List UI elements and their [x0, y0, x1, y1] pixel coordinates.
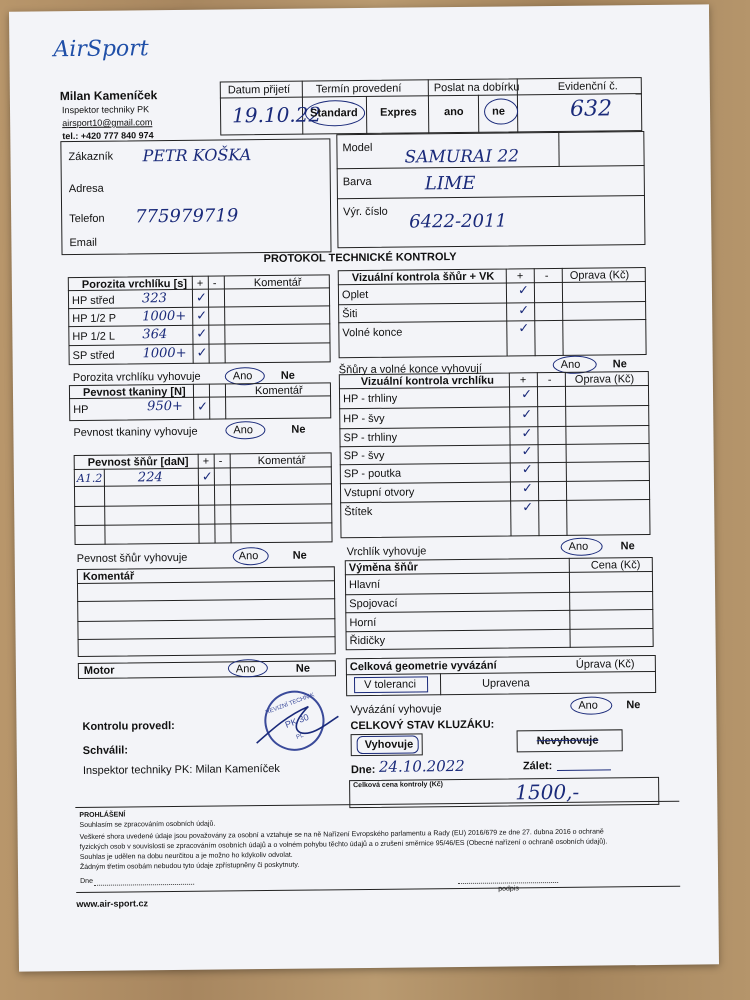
check-mark-icon: ✓ — [522, 500, 534, 516]
motor-ano: Ano — [235, 663, 256, 676]
vizualni-snur-ano: Ano — [560, 358, 581, 371]
snur-verdict-label: Pevnost šňůr vyhovuje — [76, 551, 188, 566]
check-mark-icon: ✓ — [521, 426, 533, 442]
vizualni-snur-row: Oplet — [341, 288, 369, 302]
barva-value: LIME — [424, 172, 476, 195]
porozita-row-value: 1000+ — [142, 345, 187, 362]
tkaniny-komentar: Komentář — [254, 384, 303, 398]
snur-ano: Ano — [238, 550, 259, 563]
protocol-title: PROTOKOL TECHNICKÉ KONTROLY — [263, 251, 457, 266]
inspector-phone: tel.: +420 777 840 974 — [62, 130, 154, 142]
check-mark-icon: ✓ — [521, 444, 533, 460]
adresa-label: Adresa — [68, 182, 104, 196]
check-mark-icon: ✓ — [196, 345, 208, 361]
inspector-signature — [252, 698, 343, 749]
tkaniny-row-label: HP — [73, 403, 89, 417]
stamp-middle-text: PK 30 — [283, 711, 311, 730]
termin-expres: Expres — [380, 106, 417, 119]
prohlaseni-title: PROHLÁŠENÍ — [79, 811, 126, 819]
vizualni-vrchliku-row: SP - trhliny — [343, 431, 398, 445]
vizualni-vrchliku-row: SP - švy — [343, 449, 385, 463]
check-mark-icon: ✓ — [521, 462, 533, 478]
geometrie-header: Celková geometrie vyvázání — [349, 659, 497, 674]
vrchlik-verdict-label: Vrchlík vyhovuje — [346, 545, 427, 559]
porozita-plus: + — [196, 277, 204, 290]
porozita-ano: Ano — [232, 370, 253, 383]
col-evid-header: Evidenční č. — [557, 80, 618, 93]
snur-row-value: 224 — [137, 470, 163, 486]
nevyhovuje-option: Nevyhovuje — [536, 734, 599, 748]
inspection-form-sheet — [9, 4, 719, 971]
porozita-komentar: Komentář — [253, 276, 302, 290]
inspector-role: Inspektor techniky PK — [61, 104, 150, 116]
vizualni-vrchliku-row: SP - poutka — [343, 467, 402, 481]
col-datum-header: Datum přijetí — [227, 83, 291, 97]
vyvazani-verdict-label: Vyvázání vyhovuje — [350, 703, 442, 717]
snur-row-label: A1.2 — [76, 471, 103, 486]
cena-value: 1500,- — [515, 779, 580, 805]
vyvazani-ano: Ano — [578, 699, 598, 712]
geometrie-v-tolerance: V toleranci — [364, 678, 417, 692]
porozita-row-value: 323 — [141, 291, 167, 307]
zalet-blank — [557, 769, 611, 771]
vizualni-snur-header: Vizuální kontrola šňůr + VK — [351, 270, 495, 285]
vizualni-snur-minus: - — [544, 270, 549, 283]
snur-komentar: Komentář — [257, 454, 306, 468]
porozita-header: Porozita vrchlíku [s] — [81, 277, 188, 291]
stamp-bottom-text: PL — [295, 732, 305, 741]
check-mark-icon: ✓ — [201, 469, 213, 485]
vizualni-snur-row: Volné konce — [342, 326, 403, 340]
check-mark-icon: ✓ — [518, 321, 530, 337]
geometrie-upravena: Upravena — [481, 677, 530, 690]
model-label: Model — [342, 141, 373, 155]
airsport-logo: AirSport — [53, 36, 149, 63]
inspector-email: airsport10@gmail.com — [62, 117, 153, 129]
zakaznik-value: PETR KOŠKA — [142, 145, 252, 166]
telefon-label: Telefon — [69, 212, 105, 226]
dobirka-ne: ne — [492, 105, 505, 118]
snur-plus: + — [202, 455, 210, 468]
termin-standard: Standard — [310, 107, 358, 120]
vizualni-vrchliku-header: Vizuální kontrola vrchlíku — [360, 374, 495, 389]
zakaznik-label: Zákazník — [68, 150, 114, 164]
zalet-label: Zálet: — [522, 760, 553, 773]
datum-value: 19.10.22 — [231, 102, 322, 128]
inspektor-line: Inspektor techniky PK: Milan Kameníček — [82, 762, 280, 777]
porozita-row-value: 364 — [142, 327, 168, 343]
vyr-label: Výr. číslo — [343, 205, 388, 219]
vizualni-vrchliku-plus: + — [519, 374, 527, 387]
dobirka-ano: ano — [444, 105, 464, 119]
tkaniny-ne: Ne — [291, 423, 306, 436]
snur-ne: Ne — [292, 549, 307, 562]
porozita-ne: Ne — [280, 369, 295, 382]
evid-value: 632 — [569, 96, 613, 122]
col-termin-header: Termín provedení — [315, 82, 402, 96]
porozita-minus: - — [212, 277, 217, 290]
model-value: SAMURAI 22 — [404, 146, 520, 168]
vymena-cena: Cena (Kč) — [590, 559, 641, 572]
tkaniny-header: Pevnost tkaniny [N] — [82, 385, 186, 399]
prohlaseni-line: Žádným třetím osobám nebudou tyto údaje zpřístupněny či poskytnuty. — [79, 861, 300, 871]
vrchlik-ne: Ne — [620, 540, 635, 553]
check-mark-icon: ✓ — [195, 290, 207, 306]
prohlaseni-line: Souhlas je udělen na dobu neurčitou a je možno ho kdykoliv odvolat. — [79, 851, 293, 861]
telefon-value: 775979719 — [135, 205, 239, 228]
vymena-header: Výměna šňůr — [348, 561, 418, 575]
motor-label: Motor — [83, 664, 115, 677]
tkaniny-row-value: 950+ — [147, 398, 183, 415]
prohlaseni-line: Veškeré shora uvedené údaje jsou považovány za osobní a vztahuje se na ně Nařízení Evropského parlamentu a Rady (EU) 2016/679 ze dne 27. dubna 2016 o ochraně — [79, 828, 604, 841]
porozita-row-label: HP 1/2 L — [72, 330, 116, 344]
vizualni-vrchliku-oprava: Oprava (Kč) — [574, 373, 635, 386]
porozita-verdict-label: Porozita vrchlíku vyhovuje — [72, 370, 201, 385]
col-poslat-header: Poslat na dobírku — [433, 81, 520, 95]
motor-ne: Ne — [295, 662, 311, 675]
dne-label: Dne: — [350, 763, 376, 777]
dne-value: 24.10.2022 — [378, 756, 465, 776]
vymena-row: Horní — [349, 616, 377, 630]
snur-minus: - — [218, 455, 223, 468]
check-mark-icon: ✓ — [197, 399, 209, 415]
kontrolu-provedl-label: Kontrolu provedl: — [82, 719, 175, 733]
cena-label: Celková cena kontroly (Kč) — [353, 781, 444, 790]
vymena-row: Spojovací — [349, 597, 398, 611]
porozita-row-label: HP 1/2 P — [72, 312, 117, 326]
prohlaseni-line: fyzických osob v souvislosti se zpracováním osobních údajů a o volném pohybu těchto údajů a o zrušení směrnice 95/46/ES (Obecné nařízení o ochraně osobních údajů). — [79, 838, 608, 851]
komentar-header: Komentář — [82, 570, 135, 583]
prohlaseni-podpis: podpis — [498, 885, 519, 893]
email-label: Email — [69, 236, 97, 250]
vyr-value: 6422-2011 — [409, 210, 508, 233]
check-mark-icon: ✓ — [521, 407, 533, 423]
barva-label: Barva — [342, 175, 372, 189]
website[interactable]: www.air-sport.cz — [76, 898, 149, 910]
check-mark-icon: ✓ — [196, 308, 208, 324]
vrchlik-ano: Ano — [568, 540, 589, 553]
tkaniny-ano: Ano — [233, 424, 254, 437]
inspector-name: Milan Kameníček — [59, 88, 158, 104]
vizualni-vrchliku-minus: - — [547, 374, 552, 387]
vyvazani-ne: Ne — [626, 699, 641, 712]
vizualni-snur-ne: Ne — [612, 358, 627, 371]
celkovy-stav-title: CELKOVÝ STAV KLUZÁKU: — [350, 718, 495, 733]
prohlaseni-line: Souhlasím se zpracováním osobních údajů. — [79, 820, 216, 829]
vyhovuje-option: Vyhovuje — [364, 738, 414, 752]
schvalil-label: Schválil: — [82, 744, 129, 757]
vizualni-snur-plus: + — [516, 270, 524, 283]
snur-header: Pevnost šňůr [daN] — [87, 455, 189, 469]
vizualni-snur-row: Šiti — [342, 308, 358, 321]
vizualni-vrchliku-row: Vstupní otvory — [343, 486, 415, 500]
vymena-row: Hlavní — [348, 578, 381, 592]
check-mark-icon: ✓ — [517, 283, 529, 299]
check-mark-icon: ✓ — [518, 303, 530, 319]
stamp-top-text: REVIZNÍ TECHNIK — [264, 692, 316, 717]
geometrie-uprava: Úprava (Kč) — [575, 658, 635, 671]
check-mark-icon: ✓ — [520, 387, 533, 403]
vizualni-vrchliku-row: HP - trhliny — [343, 392, 398, 406]
porozita-row-label: HP střed — [71, 294, 115, 308]
vizualni-snur-verdict-label: Šňůry a volné konce vyhovují — [338, 362, 482, 377]
tkaniny-verdict-label: Pevnost tkaniny vyhovuje — [73, 425, 198, 440]
vizualni-vrchliku-row: Štítek — [344, 505, 373, 519]
check-mark-icon: ✓ — [196, 326, 208, 342]
check-mark-icon: ✓ — [521, 481, 534, 497]
vizualni-snur-oprava: Oprava (Kč) — [569, 269, 630, 282]
vymena-row: Řidičky — [349, 634, 386, 648]
porozita-row-value: 1000+ — [142, 308, 187, 325]
prohlaseni-dne: Dne — [80, 877, 93, 885]
porozita-row-label: SP střed — [72, 349, 115, 363]
vizualni-vrchliku-row: HP - švy — [343, 412, 385, 426]
